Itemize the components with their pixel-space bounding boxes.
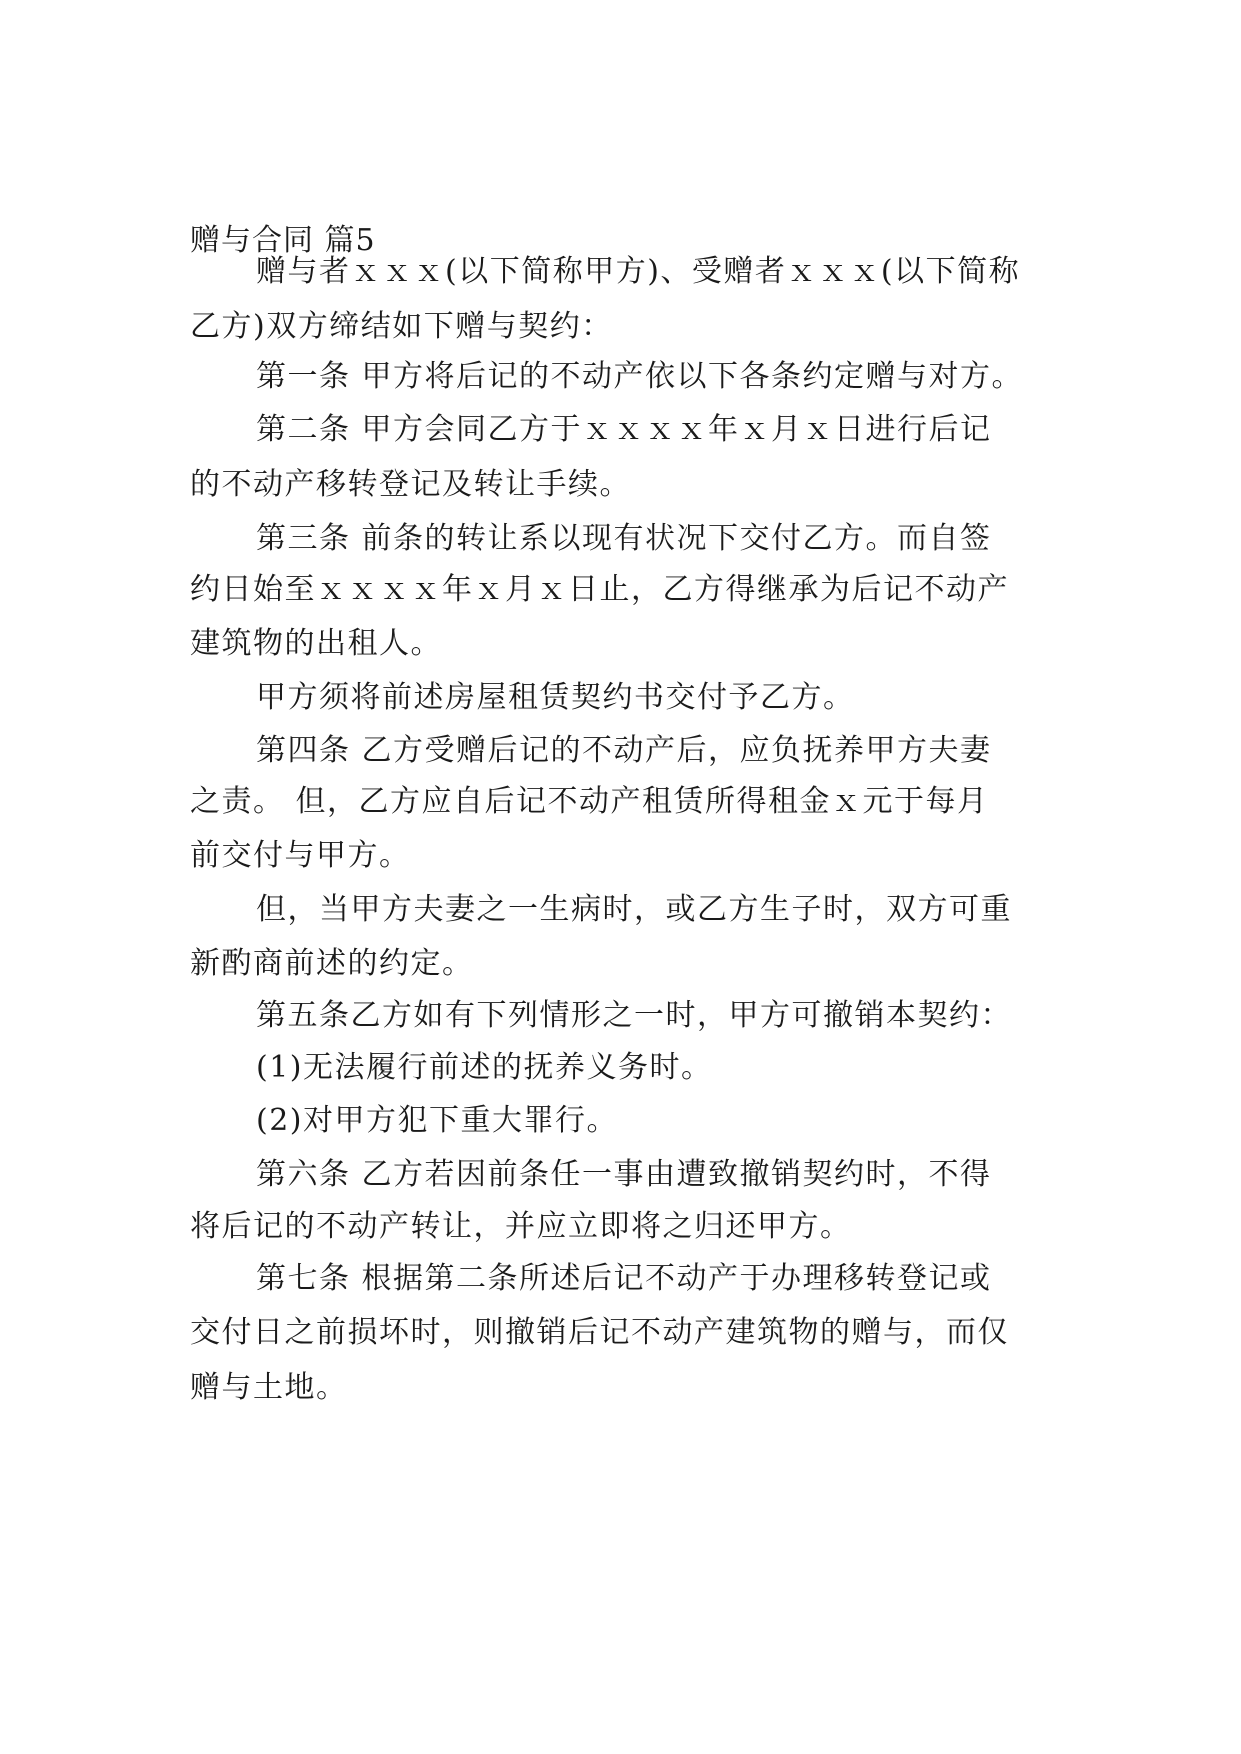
paragraph-line: (2)对甲方犯下重大罪行。 (256, 1103, 618, 1138)
paragraph-line: 赠与者ｘｘｘ(以下简称甲方)、受赠者ｘｘｘ(以下简称 (256, 254, 1021, 289)
paragraph-line: 第一条 甲方将后记的不动产依以下各条约定赠与对方。 (256, 359, 1024, 394)
paragraph-line: 之责。 但，乙方应自后记不动产租赁所得租金ｘ元于每月 (190, 784, 989, 819)
paragraph-line: 新酌商前述的约定。 (190, 946, 474, 981)
paragraph-line: 将后记的不动产转让，并应立即将之归还甲方。 (190, 1209, 852, 1244)
paragraph-line: 约日始至ｘｘｘｘ年ｘ月ｘ日止，乙方得继承为后记不动产 (190, 572, 1009, 607)
paragraph-line: 第六条 乙方若因前条任一事由遭致撤销契约时，不得 (256, 1157, 992, 1192)
paragraph-line: 建筑物的出租人。 (190, 626, 442, 661)
paragraph-line: 前交付与甲方。 (190, 838, 411, 873)
paragraph-line: 第二条 甲方会同乙方于ｘｘｘｘ年ｘ月ｘ日进行后记 (256, 412, 992, 447)
paragraph-line: 第四条 乙方受赠后记的不动产后，应负抚养甲方夫妻 (256, 733, 992, 768)
paragraph-line: 第五条乙方如有下列情形之一时，甲方可撤销本契约： (256, 998, 1012, 1033)
document-title: 赠与合同 篇5 (190, 223, 376, 258)
paragraph-line: 第三条 前条的转让系以现有状况下交付乙方。而自签 (256, 521, 992, 556)
paragraph-line: (1)无法履行前述的抚养义务时。 (256, 1050, 713, 1085)
paragraph-line: 赠与土地。 (190, 1370, 348, 1405)
paragraph-line: 但，当甲方夫妻之一生病时，或乙方生子时，双方可重 (256, 892, 1012, 927)
paragraph-line: 交付日之前损坏时，则撤销后记不动产建筑物的赠与，而仅 (190, 1315, 1009, 1350)
paragraph-line: 的不动产移转登记及转让手续。 (190, 467, 631, 502)
paragraph-line: 第七条 根据第二条所述后记不动产于办理移转登记或 (256, 1261, 992, 1296)
paragraph-line: 乙方)双方缔结如下赠与契约： (190, 309, 613, 344)
paragraph-line: 甲方须将前述房屋租赁契约书交付予乙方。 (256, 680, 855, 715)
